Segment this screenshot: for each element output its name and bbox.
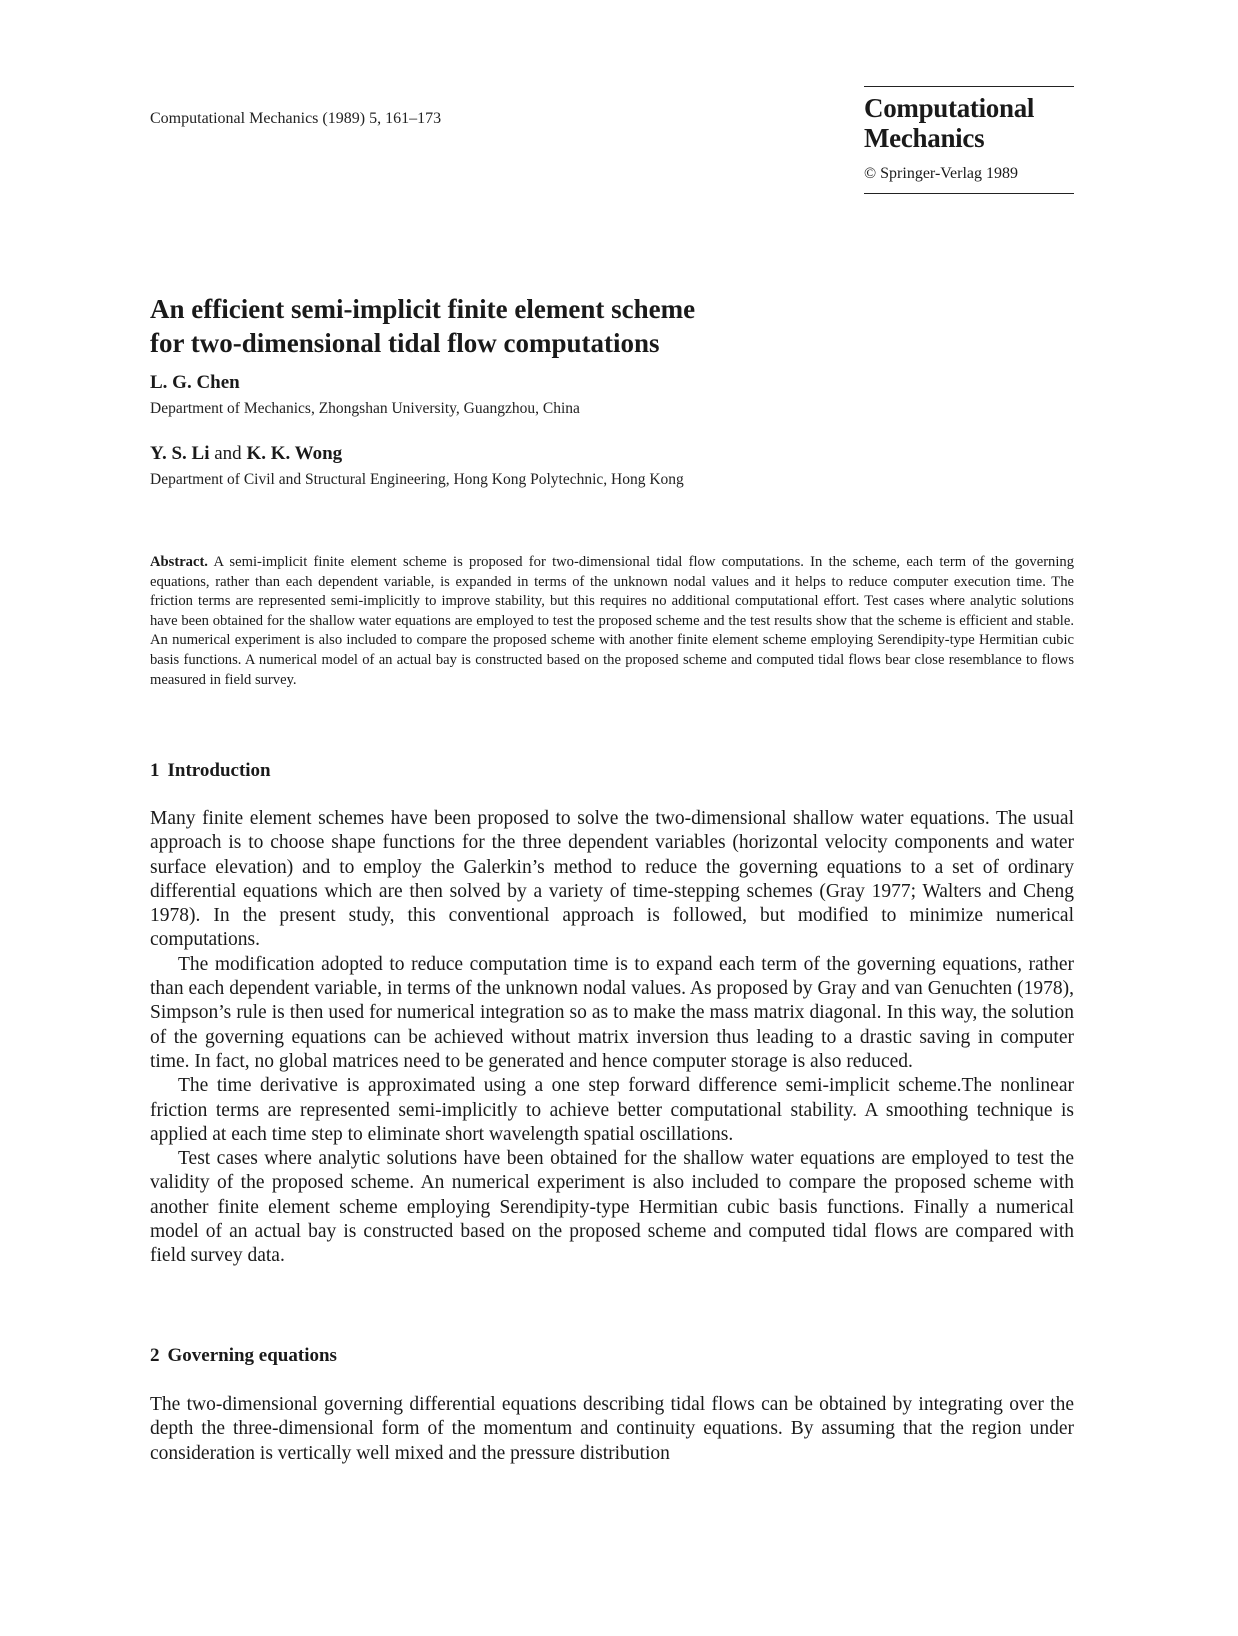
- introduction-body: [150, 807, 1074, 1269]
- journal-citation: Computational Mechanics (1989) 5, 161–173: [150, 110, 442, 127]
- author-name-wong: K. K. Wong: [246, 443, 343, 464]
- paragraph: The two-dimensional governing differential equations describing tidal flows can be obtained by integrating over the depth the three-dimensional form of the momentum and continuity equations. By assuming that the region under consideration is vertically well mixed and the pressure distribution: [150, 1394, 1074, 1464]
- abstract: [150, 553, 1074, 690]
- section-number: 1: [150, 760, 160, 781]
- paragraph: The modification adopted to reduce computation time is to expand each term of the governing equations, rather than each dependent variable, in terms of the unknown nodal values. As proposed by Gray and van Genuchten (1978), Simpson’s rule is then used for numerical integration so as to make the mass matrix diagonal. In this way, the solution of the governing equations can be achieved without matrix inversion thus leading to a drastic saving in computer time. In fact, no global matrices need to be generated and hence computer storage is also reduced.: [150, 953, 1074, 1072]
- author-conjunction: and: [214, 443, 242, 464]
- section-heading-introduction: [150, 760, 271, 782]
- section-title: Introduction: [167, 760, 271, 781]
- paper-title: [150, 292, 1050, 360]
- author-2: [150, 443, 342, 465]
- section-title: Governing equations: [167, 1345, 337, 1366]
- affiliation-1: Department of Mechanics, Zhongshan University, Guangzhou, China: [150, 400, 580, 417]
- section-number: 2: [150, 1345, 160, 1366]
- author-1: L. G. Chen: [150, 372, 240, 393]
- journal-name-line2: Mechanics: [864, 123, 985, 153]
- abstract-label: Abstract.: [150, 554, 208, 570]
- section-heading-governing-equations: [150, 1345, 337, 1367]
- paragraph: Test cases where analytic solutions have been obtained for the shallow water equations are employed to test the validity of the proposed scheme. An numerical experiment is also included to compare the proposed scheme with another finite element scheme employing Serendipity-type Hermitian cubic basis functions. Finally a numerical model of an actual bay is constructed based on the proposed scheme and computed tidal flows are compared with field survey data.: [150, 1148, 1074, 1267]
- author-name-li: Y. S. Li: [150, 443, 210, 464]
- copyright-notice: © Springer-Verlag 1989: [864, 165, 1019, 182]
- governing-equations-body: [150, 1393, 1074, 1466]
- journal-masthead: [864, 86, 1074, 194]
- abstract-text: A semi-implicit finite element scheme is proposed for two-dimensional tidal flow computations. In the scheme, each term of the governing equations, rather than each dependent variable, is expanded in terms of the unknown nodal values and it helps to reduce computer execution time. The friction terms are represented semi-implicitly to improve stability, but this requires no additional computational effort. Test cases where analytic solutions have been obtained for the shallow water equations are employed to test the proposed scheme and the test results show that the scheme is efficient and stable. An numerical experiment is also included to compare the proposed scheme with another finite element scheme employing Serendipity-type Hermitian cubic basis functions. A numerical model of an actual bay is constructed based on the proposed scheme and computed tidal flows bear close resemblance to flows measured in field survey.: [150, 554, 1075, 688]
- affiliation-2: Department of Civil and Structural Engineering, Hong Kong Polytechnic, Hong Kong: [150, 471, 684, 488]
- paragraph: Many finite element schemes have been proposed to solve the two-dimensional shallow water equations. The usual approach is to choose shape functions for the three dependent variables (horizontal velocity components and water surface elevation) and to employ the Galerkin’s method to reduce the governing equations to a set of ordinary differential equations which are then solved by a variety of time-stepping schemes (Gray 1977; Walters and Cheng 1978). In the present study, this conventional approach is followed, but modified to minimize numerical computations.: [150, 808, 1074, 951]
- title-line2: for two-dimensional tidal flow computations: [150, 328, 660, 358]
- title-line1: An efficient semi-implicit finite element scheme: [150, 294, 696, 324]
- journal-name-line1: Computational: [864, 93, 1035, 123]
- paragraph: The time derivative is approximated using a one step forward difference semi-implicit scheme.The nonlinear friction terms are represented semi-implicitly to achieve better computational stability. A smoothing technique is applied at each time step to eliminate short wavelength spatial oscillations.: [150, 1075, 1074, 1145]
